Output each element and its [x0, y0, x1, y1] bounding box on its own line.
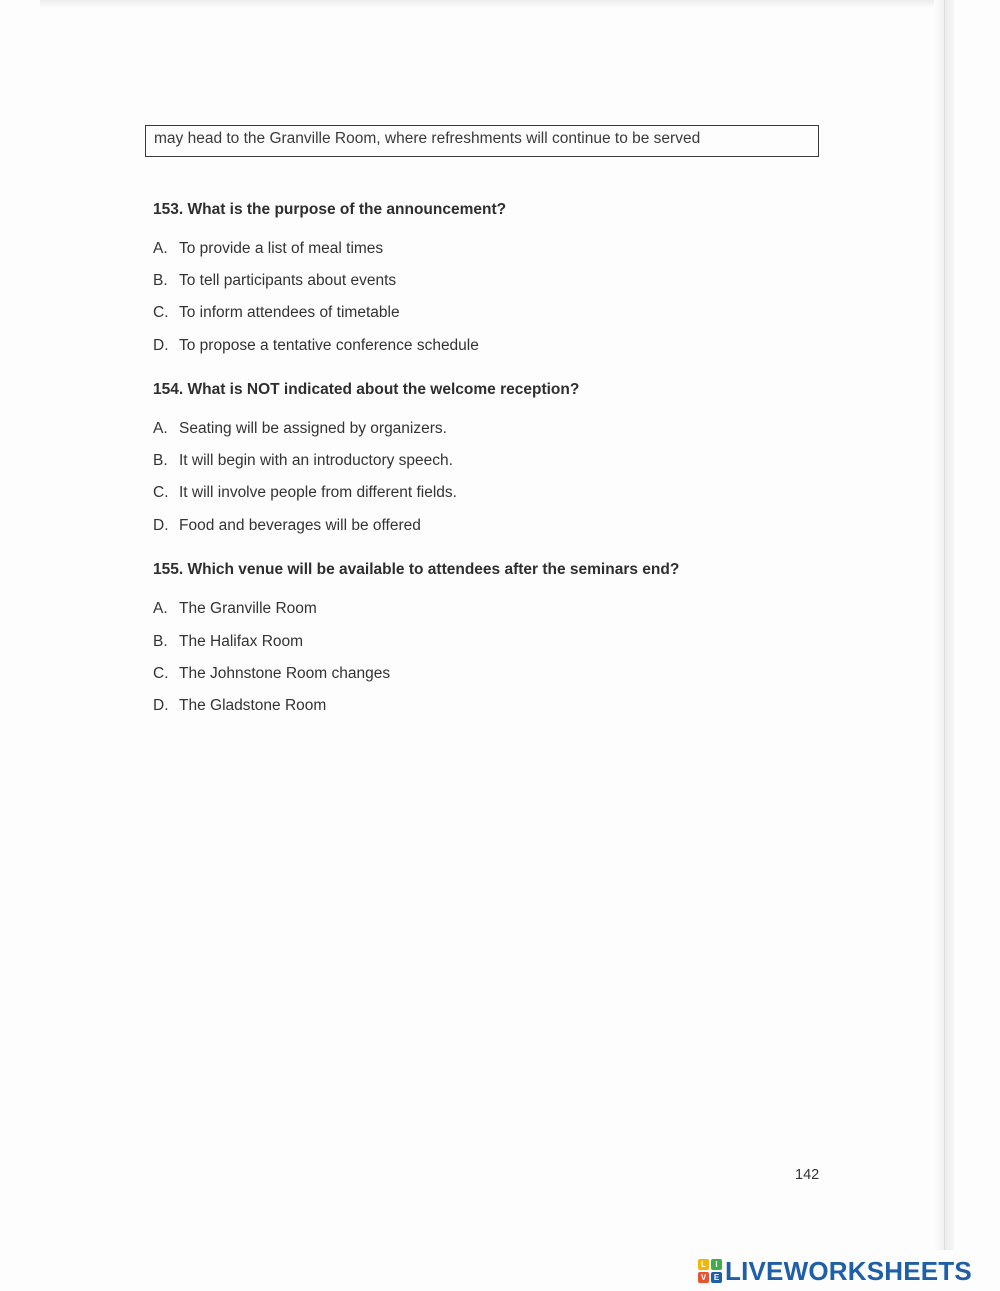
option-text: The Gladstone Room	[179, 697, 327, 714]
option-155-a[interactable]	[153, 600, 317, 618]
option-153-d[interactable]	[153, 337, 479, 355]
option-155-c[interactable]	[153, 665, 390, 683]
option-letter: B.	[153, 633, 168, 650]
option-155-d[interactable]	[153, 697, 326, 715]
option-letter: C.	[153, 665, 169, 682]
scan-top-edge	[40, 0, 940, 8]
option-text: The Halifax Room	[179, 633, 304, 650]
option-letter: B.	[153, 452, 168, 469]
option-153-c[interactable]	[153, 304, 400, 322]
logo-tile-e: E	[711, 1272, 722, 1283]
option-154-b[interactable]	[153, 452, 453, 470]
option-letter: A.	[153, 240, 168, 257]
option-text: It will involve people from different fields.	[179, 484, 457, 501]
option-text: The Granville Room	[179, 600, 317, 617]
option-text: Food and beverages will be offered	[179, 517, 421, 534]
page-number: 142	[795, 1167, 820, 1183]
option-154-d[interactable]	[153, 517, 421, 535]
option-letter: C.	[153, 484, 169, 501]
option-153-a[interactable]	[153, 240, 383, 258]
option-154-c[interactable]	[153, 484, 457, 502]
scan-right-line	[944, 0, 945, 1250]
question-153: 153. What is the purpose of the announcement?	[153, 201, 507, 218]
option-letter: D.	[153, 517, 169, 534]
logo-tile-i: I	[711, 1259, 722, 1270]
question-155: 155. Which venue will be available to attendees after the seminars end?	[153, 561, 680, 578]
logo-tile-l: L	[698, 1259, 709, 1270]
question-154: 154. What is NOT indicated about the welcome reception?	[153, 381, 580, 398]
option-text: To propose a tentative conference schedule	[179, 337, 479, 354]
logo-tile-v: V	[698, 1272, 709, 1283]
option-text: To provide a list of meal times	[179, 240, 384, 257]
liveworksheets-logo-icon	[698, 1259, 722, 1283]
option-text: To inform attendees of timetable	[179, 304, 400, 321]
option-letter: A.	[153, 600, 168, 617]
option-letter: A.	[153, 420, 168, 437]
passage-excerpt-text: may head to the Granville Room, where refreshments will continue to be served	[154, 130, 701, 147]
option-letter: C.	[153, 304, 169, 321]
option-155-b[interactable]	[153, 633, 303, 651]
option-letter: D.	[153, 697, 169, 714]
option-letter: B.	[153, 272, 168, 289]
option-text: The Johnstone Room changes	[179, 665, 391, 682]
option-153-b[interactable]	[153, 272, 396, 290]
liveworksheets-brand[interactable]	[698, 1256, 972, 1286]
option-text: Seating will be assigned by organizers.	[179, 420, 447, 437]
brand-name: LIVEWORKSHEETS	[725, 1255, 972, 1286]
option-154-a[interactable]	[153, 420, 447, 438]
option-text: To tell participants about events	[179, 272, 397, 289]
option-text: It will begin with an introductory speech.	[179, 452, 453, 469]
option-letter: D.	[153, 337, 169, 354]
passage-excerpt-box	[145, 125, 819, 157]
